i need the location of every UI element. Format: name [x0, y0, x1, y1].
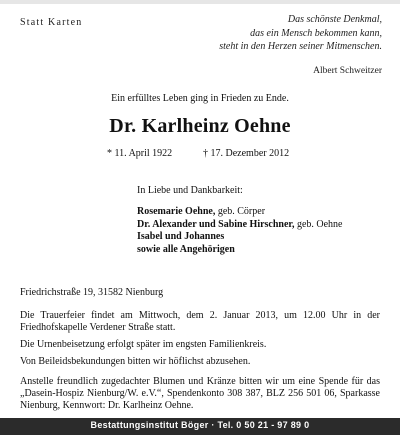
mourners-list: [137, 206, 343, 256]
birth-date: * 11. April 1922: [107, 148, 173, 159]
mourner-name: Isabel und Johannes: [137, 231, 225, 242]
deceased-name: Dr. Karlheinz Oehne: [109, 115, 291, 137]
mourner-entry: [137, 244, 343, 257]
burial-info-paragraph: Die Urnenbeisetzung erfolgt später im engsten Familienkreis.: [20, 339, 267, 350]
mourner-name: Rosemarie Oehne,: [137, 206, 216, 217]
address: Friedrichstraße 19, 31582 Nienburg: [20, 287, 164, 298]
donation-info-paragraph: Anstelle freundlich zugedachter Blumen und Kränze bitten wir um eine Spende für das „Dasein-Hospiz Nienburg/W. e.V.“, Spendenkonto 308 387, BLZ 256 501 06, Sparkasse Nienburg, Kennwort: Dr. Karlheinz Oehne.: [20, 376, 380, 411]
mourner-entry: [137, 231, 343, 244]
mourner-name: sowie alle Angehörigen: [137, 243, 235, 255]
quote-line: Das schönste Denkmal,: [287, 14, 382, 25]
mourner-suffix: geb. Cörper: [215, 206, 266, 217]
statt-karten-label: Statt Karten: [20, 17, 83, 28]
mourner-name: Dr. Alexander und Sabine Hirschner,: [137, 218, 295, 230]
condolence-info-paragraph: Von Beileidsbekundungen bitten wir höflichst abzusehen.: [20, 356, 251, 367]
funeral-info-paragraph: Die Trauerfeier findet am Mittwoch, dem 2. Januar 2013, um 12.00 Uhr in der Friedhofskapelle Verdener Straße statt.: [20, 310, 380, 333]
death-date: † 17. Dezember 2012: [203, 148, 290, 159]
mourner-suffix: geb. Oehne: [294, 218, 343, 230]
quote-line: das ein Mensch bekommen kann,: [250, 27, 382, 39]
mourner-entry: [137, 219, 343, 232]
quote-line: steht in den Herzen seiner Mitmenschen.: [219, 41, 382, 52]
quote: [172, 13, 382, 54]
intro-line: Ein erfülltes Leben ging in Frieden zu Ende.: [111, 93, 289, 104]
quote-author: Albert Schweitzer: [313, 66, 382, 76]
love-line: In Liebe und Dankbarkeit:: [137, 185, 243, 196]
funeral-home-footer: Bestattungsinstitut Böger · Tel. 0 50 21 - 97 89 0: [90, 420, 310, 430]
mourner-entry: [137, 206, 343, 219]
top-border: [0, 0, 400, 4]
